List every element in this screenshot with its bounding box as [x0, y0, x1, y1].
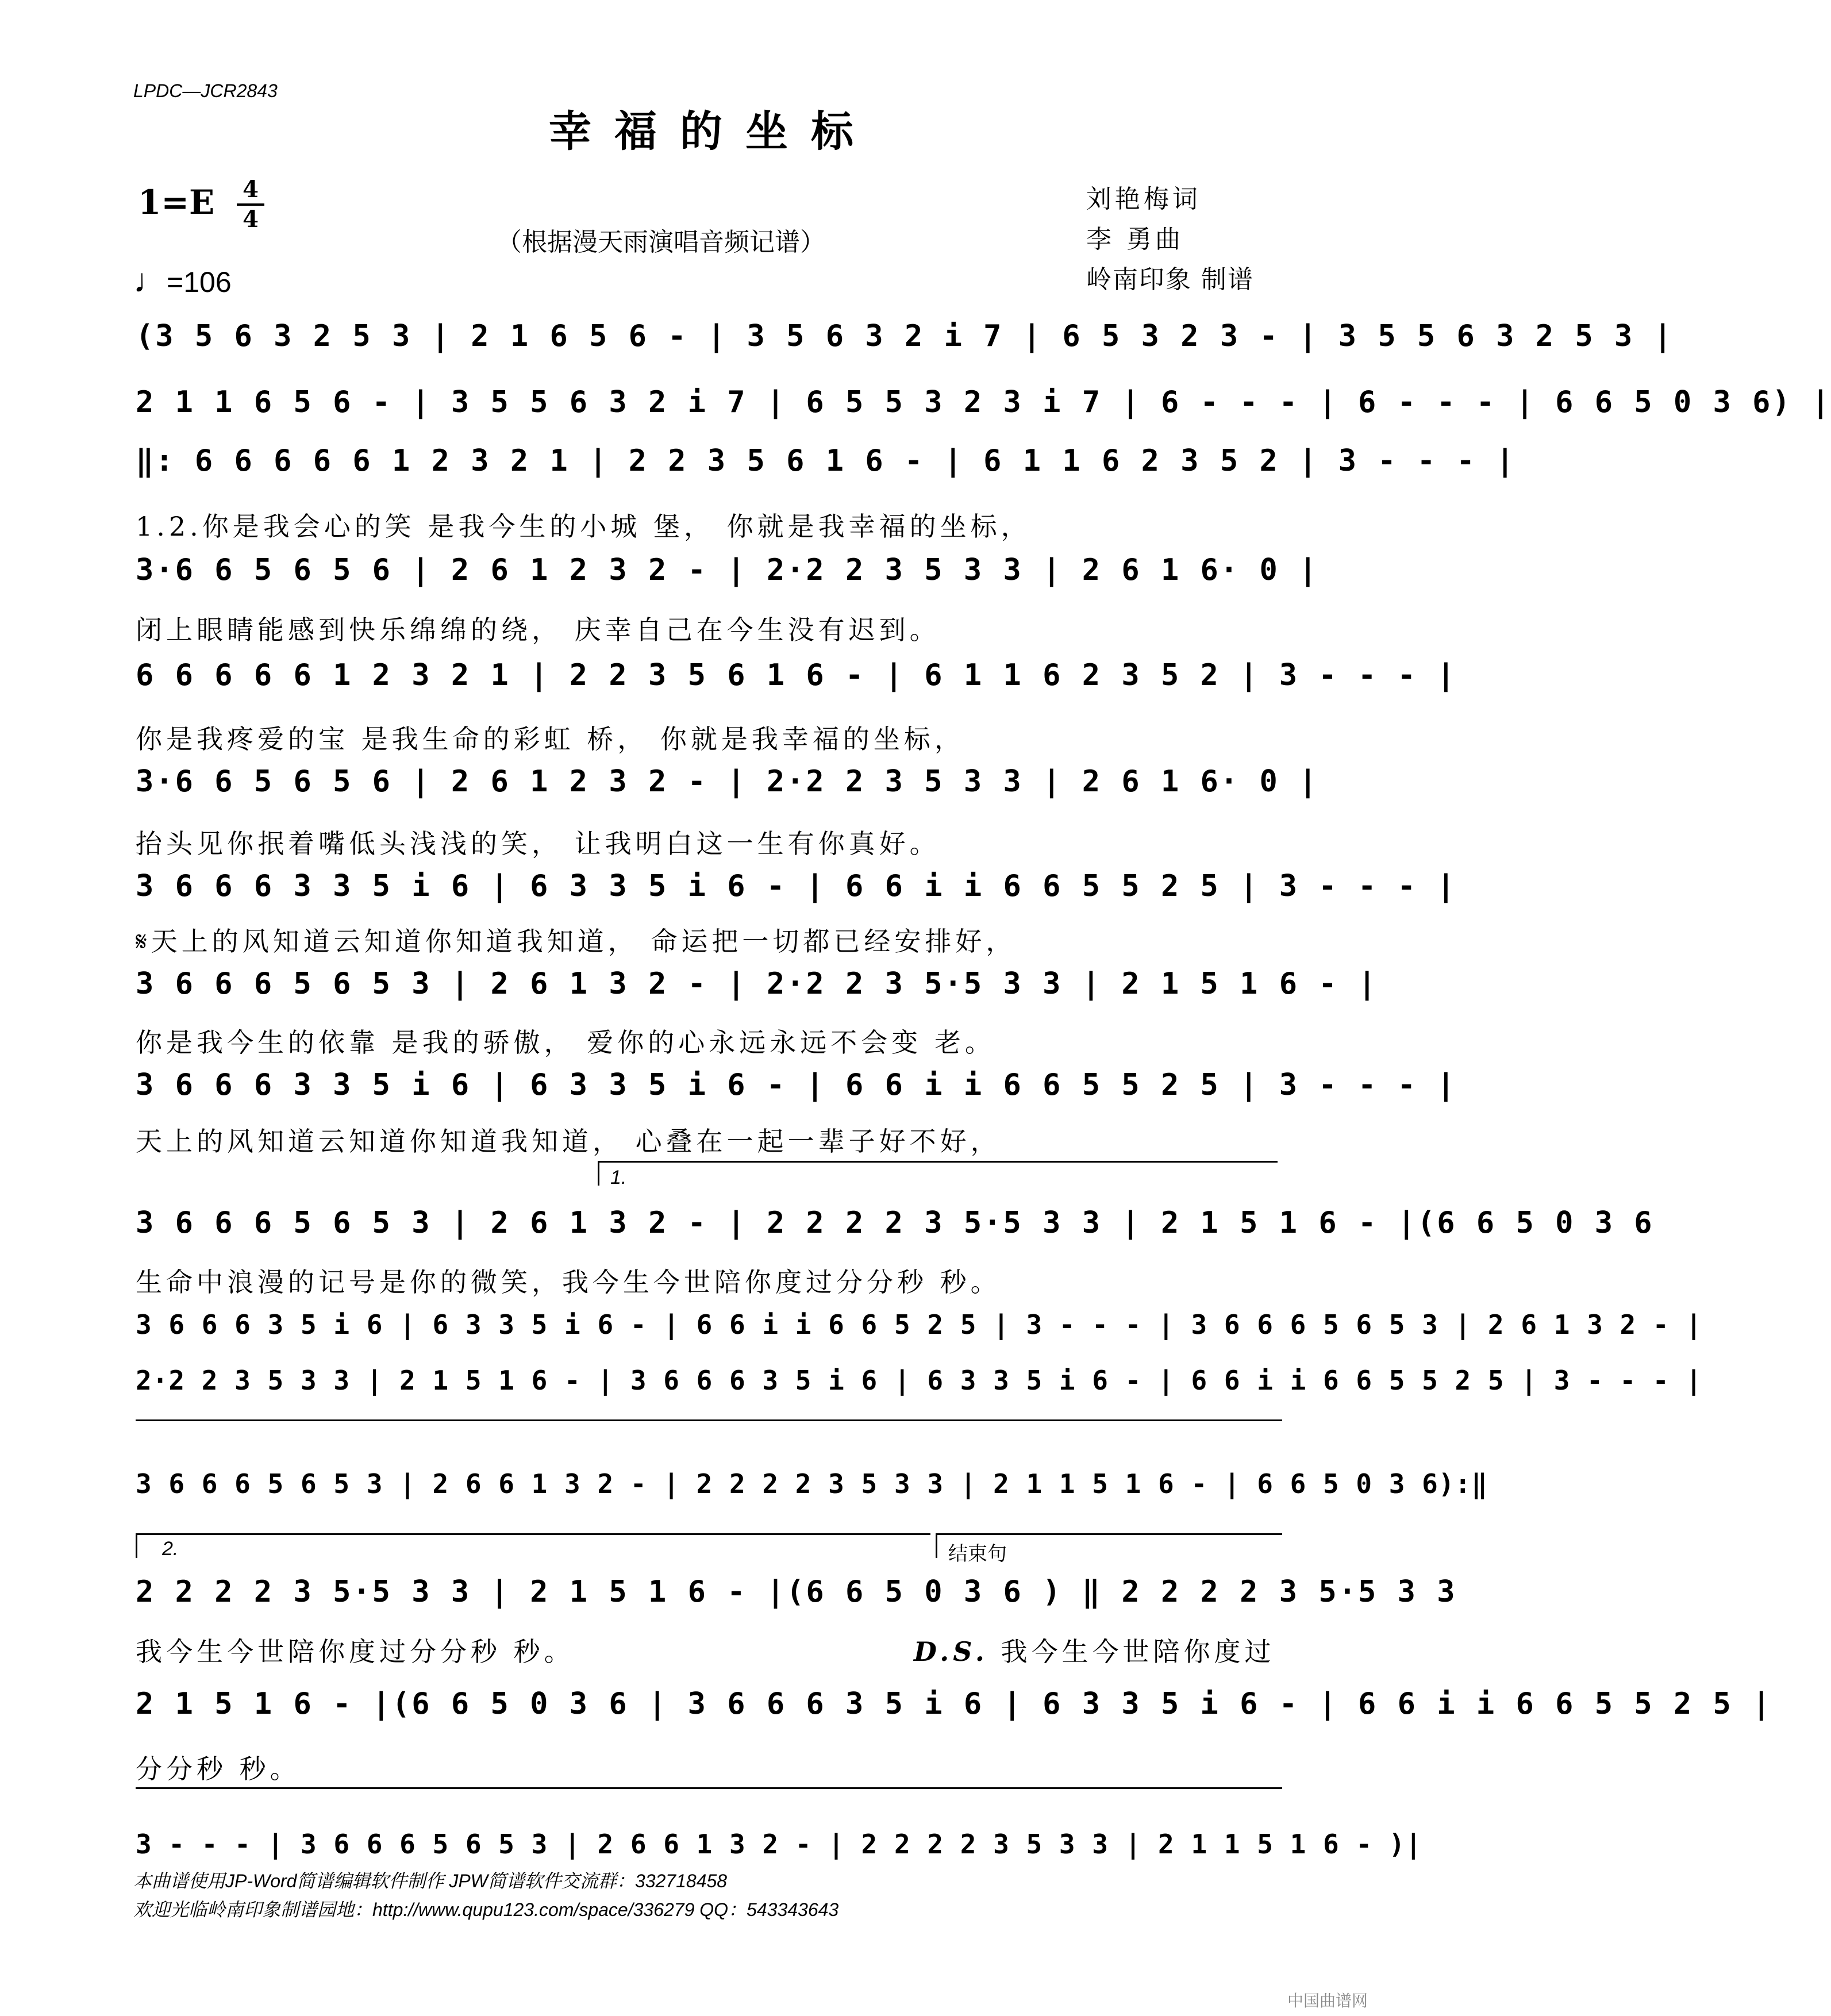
notation-system-4: 3·6 6 5 6 5 6 | 2 6 1 2 3 2 - | 2·2 2 3 5 3 3 | 2 6 1 6· 0 | [136, 553, 1319, 587]
notation-system-9: 3 6 6 6 3 3 5 i 6 | 6 3 3 5 i 6 - | 6 6 i i 6 6 5 5 2 5 | 3 - - - | [136, 1068, 1457, 1102]
notation-system-8: 3 6 6 6 5 6 5 3 | 2 6 1 3 2 - | 2·2 2 3 5·5 3 3 | 2 1 5 1 6 - | [136, 967, 1378, 1001]
lyrics-line-8: 你是我今生的依靠 是我的骄傲， 爱你的心永远永远不会变 老。 [136, 1027, 995, 1058]
lyrics-line-5: 你是我疼爱的宝 是我生命的彩虹 桥， 你就是我幸福的坐标， [136, 724, 965, 755]
score-code: LPDC—JCR2843 [133, 80, 278, 101]
notation-system-12: 2·2 2 3 5 3 3 | 2 1 5 1 6 - | 3 6 6 6 3 5 i 6 | 6 3 3 5 i 6 - | 6 6 i i 6 6 5 5 2 5 | 3 - - - | [136, 1365, 1702, 1396]
song-title: 幸福的坐标 [549, 107, 876, 156]
lyrics-line-6: 抬头见你抿着嘴低头浅浅的笑， 让我明白这一生有你真好。 [136, 828, 940, 859]
notation-system-5: 6 6 6 6 6 1 2 3 2 1 | 2 2 3 5 6 1 6 - | 6 1 1 6 2 3 5 2 | 3 - - - | [136, 658, 1457, 692]
notation-system-7: 3 6 6 6 3 3 5 i 6 | 6 3 3 5 i 6 - | 6 6 i i 6 6 5 5 2 5 | 3 - - - | [136, 869, 1457, 903]
footer-software-note: 本曲谱使用JP-Word简谱编辑软件制作 JPW简谱软件交流群：332718458 [133, 1871, 728, 1891]
notation-system-1: (3 5 6 3 2 5 3 | 2 1 6 5 6 - | 3 5 6 3 2 i 7 | 6 5 3 2 3 - | 3 5 5 6 3 2 5 3 | [136, 319, 1674, 353]
ds-lyrics [914, 1631, 1293, 1669]
footer-website-note: 欢迎光临岭南印象制谱园地：http://www.qupu123.com/space/336279 QQ：543343643 [133, 1899, 839, 1920]
tempo-value: =106 [167, 266, 232, 298]
notation-system-6: 3·6 6 5 6 5 6 | 2 6 1 2 3 2 - | 2·2 2 3 5 3 3 | 2 6 1 6· 0 | [136, 764, 1319, 799]
composer: 李 勇曲 [1086, 225, 1184, 254]
tempo-marking [133, 261, 232, 300]
time-top: 4 [243, 176, 259, 203]
volta-label-2: 2. [162, 1538, 179, 1560]
notation-system-2: 2 1 1 6 5 6 - | 3 5 5 6 3 2 i 7 | 6 5 5 3 2 3 i 7 | 6 - - - | 6 - - - | 6 6 5 0 3 6) | [136, 385, 1831, 420]
arranger: 岭南印象 制谱 [1086, 265, 1254, 294]
dal-segno-marking: D.S. [914, 1636, 988, 1667]
lyricist: 刘艳梅词 [1086, 184, 1201, 214]
subtitle: （根据漫天雨演唱音频记谱） [497, 228, 825, 257]
lyrics-line-9: 天上的风知道云知道你知道我知道， 心叠在一起一辈子好不好， [136, 1126, 1001, 1157]
volta-bracket-1 [598, 1161, 1278, 1186]
volta-bracket-2 [136, 1533, 930, 1558]
time-bottom: 4 [243, 206, 259, 233]
notation-system-11: 3 6 6 6 3 5 i 6 | 6 3 3 5 i 6 - | 6 6 i i 6 6 5 2 5 | 3 - - - | 3 6 6 6 5 6 5 3 | 2 6 1 3 2 - | [136, 1309, 1702, 1340]
system-divider [136, 1419, 1282, 1421]
notation-system-13: 3 6 6 6 5 6 5 3 | 2 6 6 1 3 2 - | 2 2 2 2 3 5 3 3 | 2 1 1 5 1 6 - | 6 6 5 0 3 6):‖ [136, 1468, 1488, 1499]
quarter-note-icon: ♩ [133, 262, 167, 299]
lyrics-line-15: 分分秒 秒。 [136, 1753, 301, 1784]
lyrics-line-10: 生命中浪漫的记号是你的微笑，我今生今世陪你度过分分秒 秒。 [136, 1267, 1001, 1298]
lyrics-line-7: 𝄋天上的风知道云知道你知道我知道， 命运把一切都已经安排好， [136, 926, 1017, 957]
lyrics-line-3: 1.2.你是我会心的笑 是我今生的小城 堡， 你就是我幸福的坐标， [136, 511, 1032, 542]
lyrics-line-14: 我今生今世陪你度过分分秒 秒。 [136, 1636, 575, 1667]
notation-system-14: 2 2 2 2 3 5·5 3 3 | 2 1 5 1 6 - |(6 6 5 0 3 6 ) ‖ 2 2 2 2 3 5·5 3 3 [136, 1575, 1457, 1609]
notation-system-10: 3 6 6 6 5 6 5 3 | 2 6 1 3 2 - | 2 2 2 2 3 5·5 3 3 | 2 1 5 1 6 - |(6 6 5 0 3 6 [136, 1206, 1654, 1240]
notation-system-15: 2 1 5 1 6 - |(6 6 5 0 3 6 | 3 6 6 6 3 5 i 6 | 6 3 3 5 i 6 - | 6 6 i i 6 6 5 5 2 5 | [136, 1687, 1772, 1721]
notation-system-3: ‖: 6 6 6 6 6 1 2 3 2 1 | 2 2 3 5 6 1 6 - | 6 1 1 6 2 3 5 2 | 3 - - - | [136, 444, 1516, 478]
coda-label: 结束句 [948, 1542, 1007, 1565]
system-divider-2 [136, 1787, 1282, 1789]
notation-system-16: 3 - - - | 3 6 6 6 5 6 5 3 | 2 6 6 1 3 2 - | 2 2 2 2 3 5 3 3 | 2 1 1 5 1 6 - )| [136, 1829, 1422, 1860]
lyrics-line-14b: 我今生今世陪你度过 [1001, 1636, 1275, 1667]
key-signature: 1=E [138, 183, 215, 222]
watermark-logo: 中国曲谱网 [1287, 1991, 1368, 2010]
volta-label-1: 1. [610, 1167, 627, 1188]
lyrics-line-4: 闭上眼睛能感到快乐绵绵的绕， 庆幸自己在今生没有迟到。 [136, 614, 940, 645]
